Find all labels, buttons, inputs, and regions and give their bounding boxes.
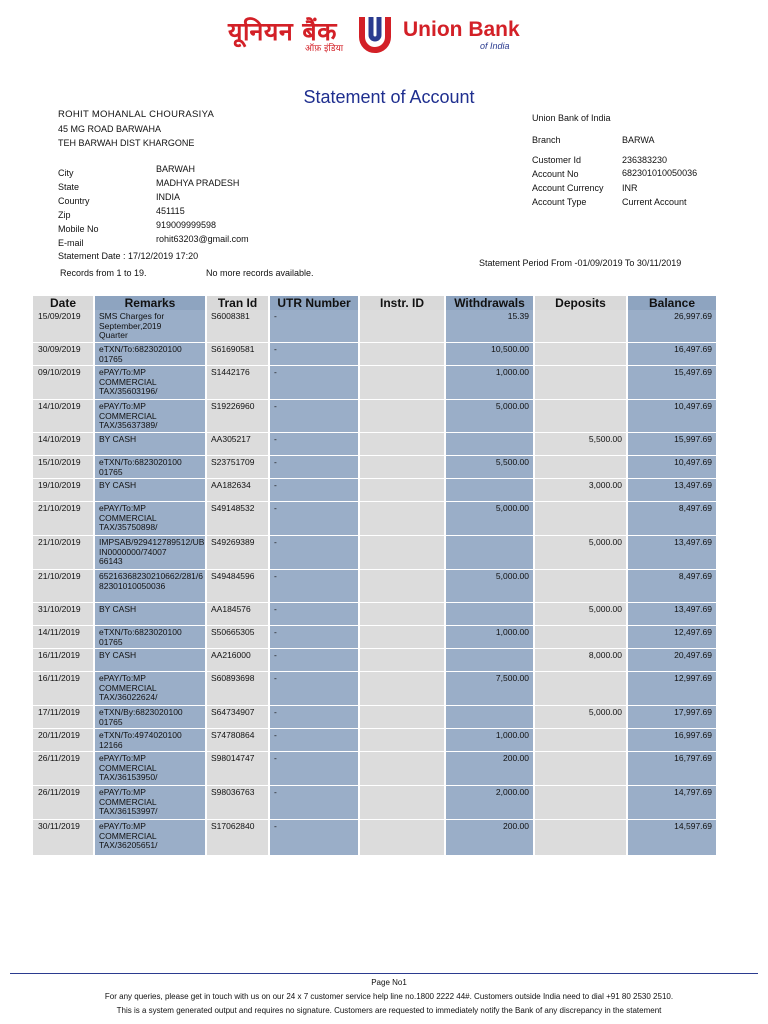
cell-utr-number: -	[274, 537, 277, 547]
cell-balance: 10,497.69	[674, 457, 712, 467]
row-separator	[33, 432, 716, 433]
cell-withdrawals: 15.39	[507, 311, 529, 321]
union-bank-logo-icon	[354, 13, 396, 53]
cell-remarks: 65216368230210662/281/682301010050036	[99, 571, 203, 591]
cell-remarks: ePAY/To:MP COMMERCIAL TAX/35750898/	[99, 503, 158, 532]
cell-remarks: ePAY/To:MP COMMERCIAL TAX/35603196/	[99, 367, 158, 396]
country-label: Country	[58, 196, 90, 206]
cell-remarks: ePAY/To:MP COMMERCIAL TAX/35637389/	[99, 401, 158, 430]
cell-utr-number: -	[274, 434, 277, 444]
col-header-balance: Balance	[628, 296, 716, 310]
cell-withdrawals: 5,500.00	[495, 457, 529, 467]
cell-balance: 17,997.69	[674, 707, 712, 717]
cell-remarks: eTXN/To:4974020100 12166	[99, 730, 182, 750]
cell-tran-id: S74780864	[211, 730, 255, 740]
cell-balance: 14,597.69	[674, 821, 712, 831]
cell-date: 15/09/2019	[38, 311, 81, 321]
cell-withdrawals: 1,000.00	[495, 367, 529, 377]
cell-remarks: BY CASH	[99, 604, 137, 614]
customer-name: ROHIT MOHANLAL CHOURASIYA	[58, 109, 215, 120]
page-title: Statement of Account	[303, 87, 475, 107]
cell-date: 21/10/2019	[38, 571, 81, 581]
row-separator	[33, 819, 716, 820]
cell-tran-id: S98036763	[211, 787, 255, 797]
cell-remarks: ePAY/To:MP COMMERCIAL TAX/36022624/	[99, 673, 158, 702]
cell-withdrawals: 5,000.00	[495, 571, 529, 581]
cell-date: 16/11/2019	[38, 673, 80, 683]
cell-utr-number: -	[274, 627, 277, 637]
logo-english-text: Union Bank	[403, 18, 520, 41]
cell-remarks: BY CASH	[99, 650, 137, 660]
cell-remarks: BY CASH	[99, 434, 137, 444]
col-bg-deposits	[535, 310, 626, 855]
cell-remarks: ePAY/To:MP COMMERCIAL TAX/36153950/	[99, 753, 158, 782]
email-label: E-mail	[58, 238, 84, 248]
row-separator	[33, 602, 716, 603]
cell-date: 15/10/2019	[38, 457, 81, 467]
cell-remarks: eTXN/To:6823020100 01765	[99, 627, 182, 647]
cell-balance: 12,997.69	[674, 673, 712, 683]
cell-withdrawals: 2,000.00	[495, 787, 529, 797]
cell-balance: 13,497.69	[674, 537, 712, 547]
footer-helpline-note: For any queries, please get in touch with us on our 24 x 7 customer service help line no.1800 2222 44#. Customers outside India need to dial +91 80 2530 2510.	[104, 992, 674, 1001]
col-bg-instr-id	[360, 310, 444, 855]
cell-date: 19/10/2019	[38, 480, 81, 490]
cell-utr-number: -	[274, 311, 277, 321]
cell-tran-id: S49269389	[211, 537, 255, 547]
row-separator	[33, 478, 716, 479]
row-separator	[33, 365, 716, 366]
cell-remarks: eTXN/To:6823020100 01765	[99, 457, 182, 477]
col-header-tran-id: Tran Id	[207, 296, 268, 310]
cell-tran-id: S17062840	[211, 821, 255, 831]
cell-withdrawals: 200.00	[503, 821, 529, 831]
col-header-utr-number: UTR Number	[270, 296, 358, 310]
cell-withdrawals: 5,000.00	[495, 503, 529, 513]
cell-tran-id: AA216000	[211, 650, 251, 660]
logo-hindi-text: यूनियन बैंक	[228, 17, 337, 46]
cell-tran-id: S61690581	[211, 344, 255, 354]
records-range: Records from 1 to 19.	[60, 268, 147, 278]
account-currency-label: Account Currency	[532, 183, 604, 193]
cell-tran-id: S6008381	[211, 311, 250, 321]
country-value: INDIA	[156, 192, 181, 202]
row-separator	[33, 785, 716, 786]
row-separator	[33, 705, 716, 706]
city-value: BARWAH	[156, 164, 196, 174]
row-separator	[33, 535, 716, 536]
account-type-value: Current Account	[622, 197, 687, 207]
cell-balance: 13,497.69	[674, 604, 712, 614]
cell-deposits: 5,500.00	[588, 434, 622, 444]
cell-tran-id: S49148532	[211, 503, 255, 513]
col-bg-utr-number	[270, 310, 358, 855]
mobile-label: Mobile No	[58, 224, 99, 234]
cell-date: 20/11/2019	[38, 730, 80, 740]
mobile-value: 919009999598	[156, 220, 217, 230]
col-header-remarks: Remarks	[95, 296, 205, 310]
row-separator	[33, 399, 716, 400]
cell-utr-number: -	[274, 604, 277, 614]
cell-withdrawals: 200.00	[503, 753, 529, 763]
cell-remarks: SMS Charges for September,2019 Quarter	[99, 311, 165, 340]
cell-tran-id: S49484596	[211, 571, 255, 581]
cell-remarks: BY CASH	[99, 480, 137, 490]
no-more-records: No more records available.	[206, 268, 314, 278]
row-separator	[33, 342, 716, 343]
cell-remarks: eTXN/By:6823020100 01765	[99, 707, 183, 727]
cell-date: 21/10/2019	[38, 537, 81, 547]
row-separator	[33, 751, 716, 752]
cell-balance: 13,497.69	[674, 480, 712, 490]
cell-balance: 14,797.69	[674, 787, 712, 797]
branch-label: Branch	[532, 135, 561, 145]
state-label: State	[58, 182, 80, 192]
cell-utr-number: -	[274, 753, 277, 763]
state-value: MADHYA PRADESH	[156, 178, 240, 188]
cell-remarks: eTXN/To:6823020100 01765	[99, 344, 182, 364]
cell-deposits: 5,000.00	[588, 537, 622, 547]
cell-date: 14/11/2019	[38, 627, 80, 637]
cell-tran-id: S50665305	[211, 627, 255, 637]
zip-value: 451115	[156, 206, 185, 216]
account-no-label: Account No	[532, 169, 579, 179]
row-separator	[33, 648, 716, 649]
cell-date: 26/11/2019	[38, 753, 80, 763]
cell-balance: 15,997.69	[674, 434, 712, 444]
cell-date: 30/09/2019	[38, 344, 81, 354]
cell-withdrawals: 1,000.00	[495, 730, 529, 740]
cell-withdrawals: 7,500.00	[495, 673, 529, 683]
row-separator	[33, 625, 716, 626]
footer-divider	[10, 973, 758, 974]
logo-english-subtext: of India	[480, 41, 510, 51]
cell-date: 14/10/2019	[38, 434, 81, 444]
row-separator	[33, 728, 716, 729]
cell-balance: 16,497.69	[674, 344, 712, 354]
branch-value: BARWA	[622, 135, 655, 145]
cell-utr-number: -	[274, 503, 277, 513]
cell-balance: 16,997.69	[674, 730, 712, 740]
col-header-instr-id: Instr. ID	[360, 296, 444, 310]
cell-balance: 12,497.69	[674, 627, 712, 637]
cell-utr-number: -	[274, 457, 277, 467]
zip-label: Zip	[58, 210, 71, 220]
account-currency-value: INR	[622, 183, 638, 193]
table-header	[33, 296, 716, 310]
row-separator	[33, 455, 716, 456]
cell-utr-number: -	[274, 367, 277, 377]
cell-date: 17/11/2019	[38, 707, 80, 717]
col-bg-tran-id	[207, 310, 268, 855]
cell-tran-id: S98014747	[211, 753, 255, 763]
cell-date: 30/11/2019	[38, 821, 80, 831]
col-bg-date	[33, 310, 93, 855]
cell-utr-number: -	[274, 480, 277, 490]
cell-utr-number: -	[274, 650, 277, 660]
cell-tran-id: S64734907	[211, 707, 255, 717]
cell-balance: 8,497.69	[678, 571, 712, 581]
cell-tran-id: S19226960	[211, 401, 255, 411]
row-separator	[33, 501, 716, 502]
cell-balance: 26,997.69	[674, 311, 712, 321]
account-no-value: 682301010050036	[622, 168, 698, 178]
customer-id-value: 236383230	[622, 155, 668, 165]
cell-date: 26/11/2019	[38, 787, 80, 797]
cell-tran-id: AA184576	[211, 604, 251, 614]
cell-utr-number: -	[274, 401, 277, 411]
cell-withdrawals: 10,500.00	[491, 344, 529, 354]
cell-balance: 20,497.69	[674, 650, 712, 660]
cell-tran-id: AA305217	[211, 434, 251, 444]
cell-remarks: ePAY/To:MP COMMERCIAL TAX/36153997/	[99, 787, 158, 816]
cell-date: 16/11/2019	[38, 650, 80, 660]
customer-address-line1: 45 MG ROAD BARWAHA	[58, 124, 162, 134]
col-bg-balance	[628, 310, 716, 855]
cell-deposits: 8,000.00	[588, 650, 622, 660]
statement-date: Statement Date : 17/12/2019 17:20	[58, 251, 199, 261]
cell-remarks: IMPSAB/929412789512/UBIN0000000/74007 66143	[99, 537, 205, 566]
cell-remarks: ePAY/To:MP COMMERCIAL TAX/36205651/	[99, 821, 158, 850]
cell-tran-id: S23751709	[211, 457, 255, 467]
page-number: Page No1	[371, 978, 407, 987]
cell-balance: 8,497.69	[678, 503, 712, 513]
cell-utr-number: -	[274, 821, 277, 831]
cell-tran-id: S1442176	[211, 367, 250, 377]
cell-balance: 15,497.69	[674, 367, 712, 377]
cell-balance: 10,497.69	[674, 401, 712, 411]
cell-utr-number: -	[274, 707, 277, 717]
cell-deposits: 5,000.00	[588, 707, 622, 717]
city-label: City	[58, 168, 74, 178]
row-separator	[33, 569, 716, 570]
cell-tran-id: AA182634	[211, 480, 251, 490]
col-header-date: Date	[33, 296, 93, 310]
cell-utr-number: -	[274, 673, 277, 683]
cell-deposits: 5,000.00	[588, 604, 622, 614]
cell-date: 31/10/2019	[38, 604, 81, 614]
cell-balance: 16,797.69	[674, 753, 712, 763]
statement-period: Statement Period From -01/09/2019 To 30/11/2019	[479, 258, 682, 268]
cell-date: 09/10/2019	[38, 367, 81, 377]
customer-id-label: Customer Id	[532, 155, 582, 165]
footer-disclaimer: This is a system generated output and requires no signature. Customers are requested to immediately notify the Bank of any discrepancy in the statement	[116, 1006, 662, 1015]
col-bg-withdrawals	[446, 310, 533, 855]
col-header-withdrawals: Withdrawals	[446, 296, 533, 310]
cell-date: 21/10/2019	[38, 503, 81, 513]
bank-name: Union Bank of India	[532, 113, 611, 123]
cell-utr-number: -	[274, 730, 277, 740]
logo-hindi-subtext: ऑफ़ इंडिया	[305, 44, 344, 54]
row-separator	[33, 671, 716, 672]
cell-withdrawals: 5,000.00	[495, 401, 529, 411]
cell-utr-number: -	[274, 344, 277, 354]
cell-tran-id: S60893698	[211, 673, 255, 683]
customer-address-line2: TEH BARWAH DIST KHARGONE	[58, 138, 195, 148]
cell-withdrawals: 1,000.00	[495, 627, 529, 637]
email-value: rohit63203@gmail.com	[156, 234, 249, 244]
cell-utr-number: -	[274, 571, 277, 581]
cell-date: 14/10/2019	[38, 401, 81, 411]
cell-deposits: 3,000.00	[588, 480, 622, 490]
account-type-label: Account Type	[532, 197, 587, 207]
col-header-deposits: Deposits	[535, 296, 626, 310]
cell-utr-number: -	[274, 787, 277, 797]
